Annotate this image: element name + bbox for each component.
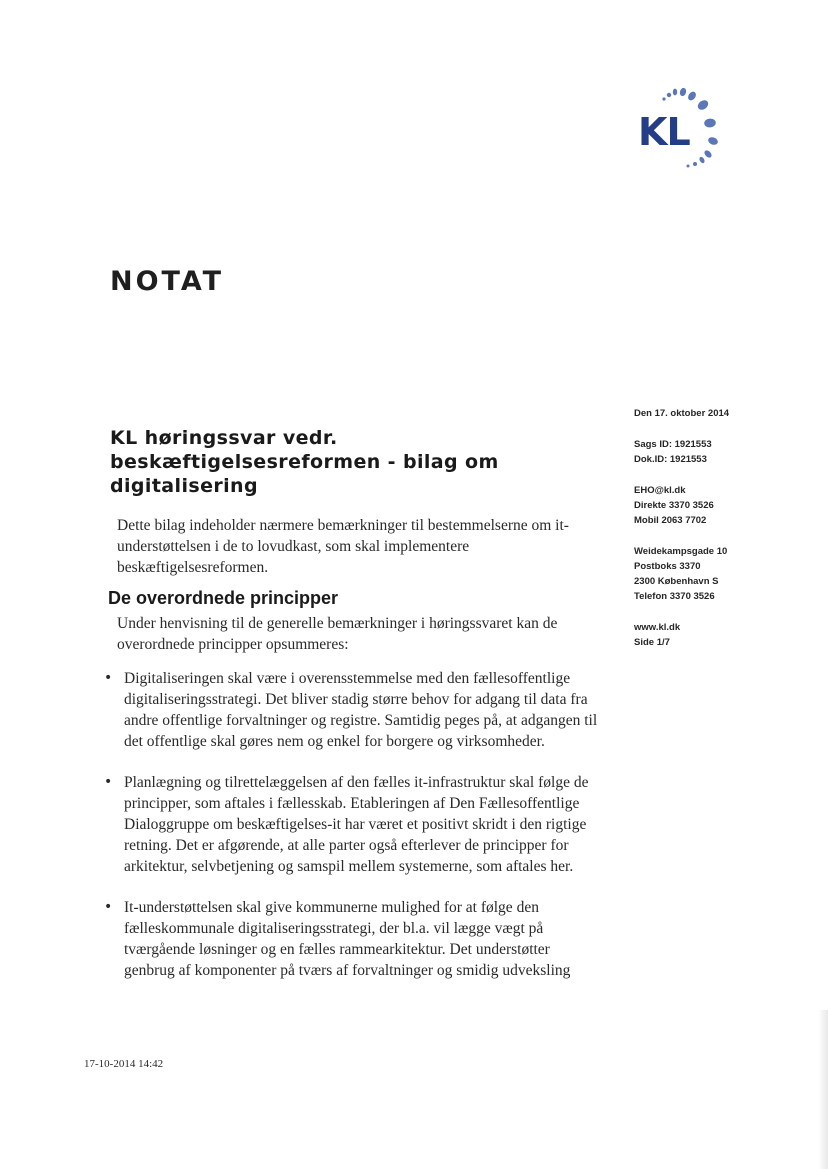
- bullet-icon: •: [104, 670, 113, 686]
- case-id: Sags ID: 1921553: [634, 439, 712, 450]
- mobile-phone: Mobil 2063 7702: [634, 515, 707, 526]
- document-title: KL høringssvar vedr. beskæftigelsesreformen - bilag om digitalisering: [110, 427, 499, 497]
- list-item-text: It-understøttelsen skal give kommunerne mulighed for at følge den fælleskommunale digitaliseringsstrategi, der bl.a. vil lægge vægt på tværgående løsninger og en fælles rammearkitektur. Det understøtter genbrug af komponenter på tværs af forvaltninger og smidig udveksling: [124, 899, 571, 979]
- logo-text: KL: [638, 110, 690, 154]
- contact-email: EHO@kl.dk: [634, 485, 686, 496]
- section-heading: De overordnede principper: [108, 588, 339, 608]
- address-street: Weidekampsgade 10: [634, 546, 728, 557]
- kl-logo: [628, 84, 732, 174]
- list-item: [104, 772, 604, 877]
- scan-edge: [818, 1010, 828, 1169]
- list-item: [104, 897, 604, 981]
- document-date: Den 17. oktober 2014: [634, 408, 730, 419]
- principles-list: [104, 668, 604, 1001]
- address-city: 2300 København S: [634, 576, 719, 587]
- bullet-icon: •: [104, 899, 113, 915]
- address-pobox: Postboks 3370: [634, 561, 701, 572]
- website: www.kl.dk: [634, 622, 681, 633]
- direct-phone: Direkte 3370 3526: [634, 500, 714, 511]
- list-item-text: Digitaliseringen skal være i overensstemmelse med den fællesoffentlige digitaliseringsstrategi. Det bliver stadig større behov for adgang til data fra andre offentlige forvaltninger og registre. Samtidig peges på, at adgangen til det offentlige skal gøres nem og enkel for borgere og virksomheder.: [124, 670, 598, 750]
- section-lead-paragraph: Under henvisning til de generelle bemærkninger i høringssvaret kan de overordnede principper opsummeres:: [117, 615, 558, 653]
- list-item-text: Planlægning og tilrettelæggelsen af den fælles it-infrastruktur skal følge de principper, som aftales i fællesskab. Etableringen af Den Fællesoffentlige Dialoggruppe om beskæftigelses-it har været et positivt skridt i den rigtige retning. Det er afgørende, at alle parter også efterlever de principper for arkitektur, selvbetjening og samspil mellem systemerne, som aftales her.: [124, 774, 589, 875]
- bullet-icon: •: [104, 774, 113, 790]
- document-type-heading: NOTAT: [110, 266, 225, 297]
- document-id: Dok.ID: 1921553: [634, 454, 707, 465]
- document-metadata-panel: [634, 406, 794, 650]
- page-number: Side 1/7: [634, 637, 670, 648]
- list-item: [104, 668, 604, 752]
- footer-timestamp: 17-10-2014 14:42: [84, 1058, 164, 1070]
- intro-paragraph: Dette bilag indeholder nærmere bemærkninger til bestemmelserne om it-understøttelsen i de to lovudkast, som skal implementere beskæftigelsesreformen.: [117, 517, 569, 576]
- telephone: Telefon 3370 3526: [634, 591, 715, 602]
